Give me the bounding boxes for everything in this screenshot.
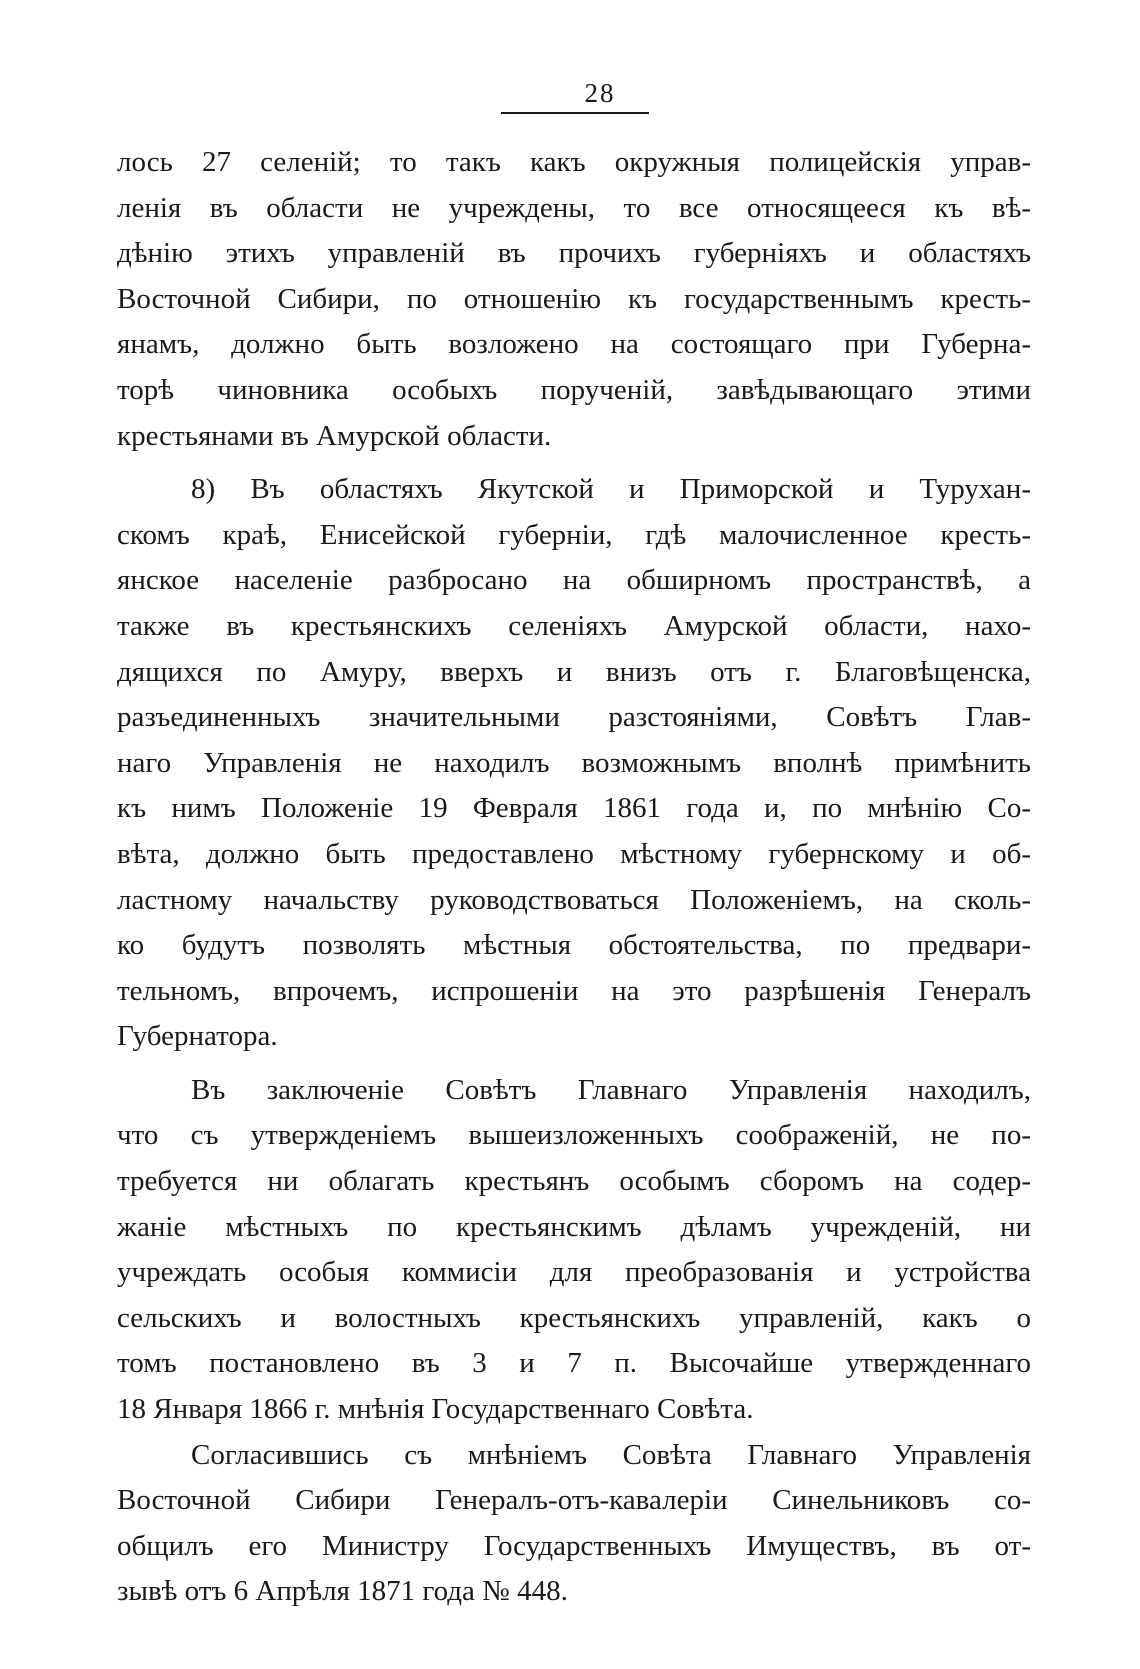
text-line: ластному начальству руководствоваться Положеніемъ, на сколь-: [117, 883, 1031, 916]
text-line: 8) Въ областяхъ Якутской и Приморской и Турухан-: [191, 473, 1031, 506]
text-line: дѣнію этихъ управленій въ прочихъ губерніяхъ и областяхъ: [117, 237, 1031, 270]
text-line: вѣта, должно быть предоставлено мѣстному губернскому и об-: [117, 837, 1031, 870]
text-line: разъединенныхъ значительными разстояніями, Совѣтъ Глав-: [117, 701, 1031, 734]
text-line: скомъ краѣ, Енисейской губерніи, гдѣ малочисленное кресть-: [117, 518, 1031, 551]
paragraph-4: [117, 1433, 1031, 1615]
text-line: зывѣ отъ 6 Апрѣля 1871 года № 448.: [117, 1575, 568, 1608]
text-line: тельномъ, впрочемъ, испрошеніи на это разрѣшенія Генералъ: [117, 974, 1031, 1007]
text-line: наго Управленія не находилъ возможнымъ вполнѣ примѣнить: [117, 746, 1031, 779]
text-line: къ нимъ Положеніе 19 Февраля 1861 года и, по мнѣнію Со-: [117, 792, 1031, 825]
paragraph-3: [117, 1068, 1031, 1433]
text-line: Въ заключеніе Совѣтъ Главнаго Управленія находилъ,: [191, 1073, 1031, 1106]
page-number: 28: [584, 78, 616, 108]
page-body: [117, 140, 1031, 1615]
text-line: крестьянами въ Амурской области.: [117, 419, 552, 452]
text-line: жаніе мѣстныхъ по крестьянскимъ дѣламъ учрежденій, ни: [117, 1210, 1031, 1243]
text-line: требуется ни облагать крестьянъ особымъ сборомъ на содер-: [117, 1165, 1031, 1198]
text-line: томъ постановлено въ 3 и 7 п. Высочайше утвержденнаго: [117, 1347, 1031, 1380]
text-line: янское населеніе разбросано на обширномъ пространствѣ, а: [117, 564, 1031, 597]
text-line: Восточной Сибири, по отношенію къ государственнымъ кресть-: [117, 282, 1031, 315]
text-line: что съ утвержденіемъ вышеизложенныхъ соображеній, не по-: [117, 1119, 1031, 1152]
text-line: Губернатора.: [117, 1020, 278, 1053]
text-line: лось 27 селеній; то такъ какъ окружныя полицейскія управ-: [117, 146, 1031, 178]
text-line: ленія въ области не учреждены, то все относящееся къ вѣ-: [117, 191, 1031, 224]
paragraph-2: [117, 467, 1031, 1060]
text-line: учреждать особыя коммисіи для преобразованія и устройства: [117, 1256, 1031, 1289]
text-line: Согласившись съ мнѣніемъ Совѣта Главнаго Управленія: [191, 1438, 1031, 1471]
text-line: ко будутъ позволять мѣстныя обстоятельства, по предвари-: [117, 929, 1031, 962]
paragraph-1: [117, 140, 1031, 459]
text-line: дящихся по Амуру, вверхъ и внизъ отъ г. Благовѣщенска,: [117, 655, 1031, 688]
header-rule: [501, 112, 649, 114]
text-line: 18 Января 1866 г. мнѣнія Государственнаго Совѣта.: [117, 1393, 754, 1426]
text-line: Восточной Сибири Генералъ-отъ-кавалеріи Синельниковъ со-: [117, 1484, 1031, 1517]
text-line: также въ крестьянскихъ селеніяхъ Амурской области, нахо-: [117, 609, 1031, 642]
text-line: общилъ его Министру Государственныхъ Имуществъ, въ от-: [117, 1529, 1031, 1562]
text-line: янамъ, должно быть возложено на состоящаго при Губерна-: [117, 328, 1031, 361]
text-line: сельскихъ и волостныхъ крестьянскихъ управленій, какъ о: [117, 1301, 1031, 1334]
text-line: торѣ чиновника особыхъ порученій, завѣдывающаго этими: [117, 373, 1031, 406]
page-header: [0, 78, 1140, 109]
